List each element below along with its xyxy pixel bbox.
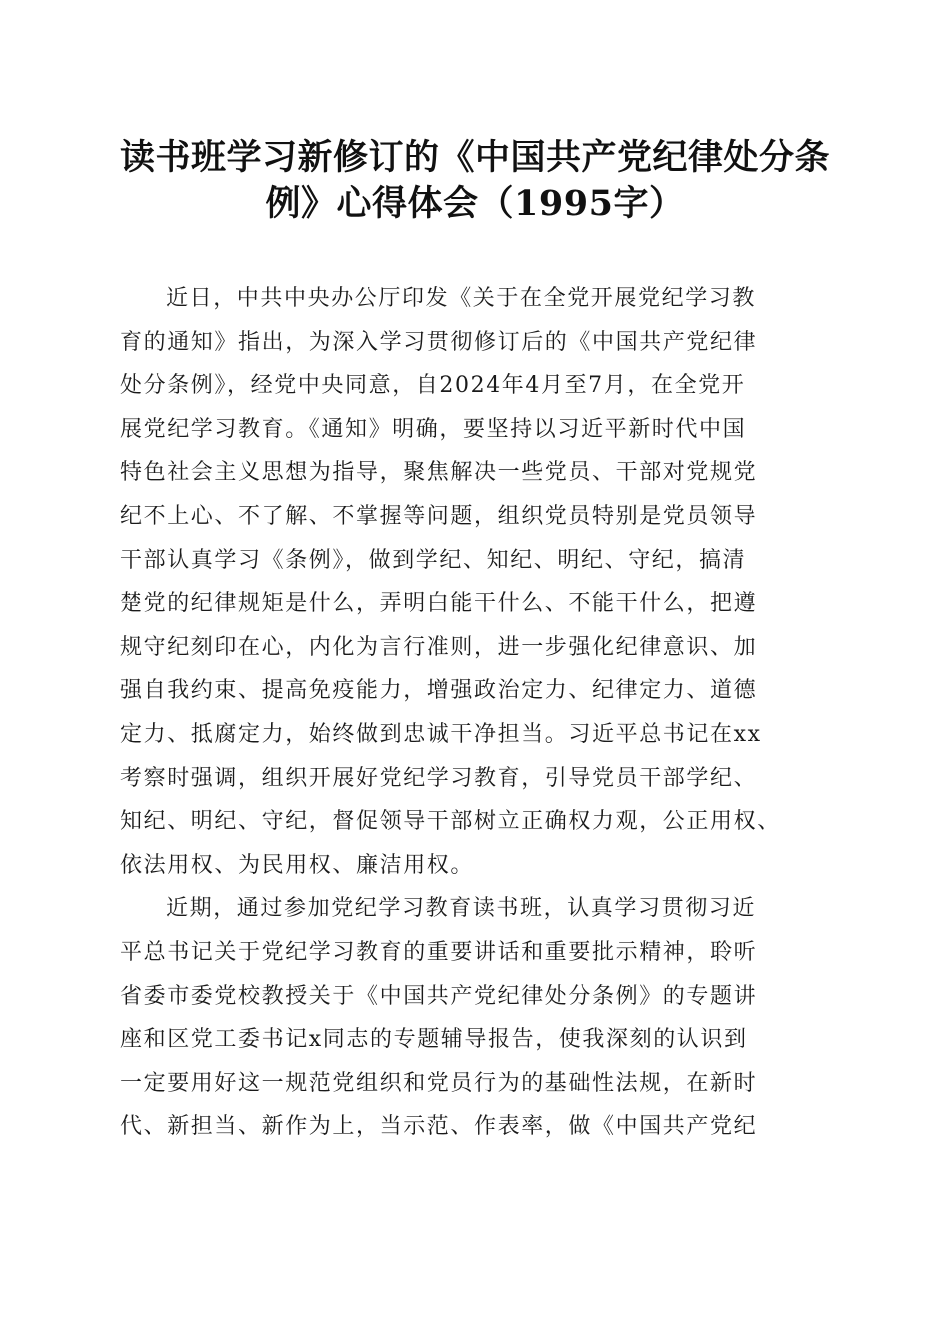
paragraph-line: 楚党的纪律规矩是什么，弄明白能干什么、不能干什么，把遵 <box>120 591 758 617</box>
title-line-1: 读书班学习新修订的《中国共产党纪律处分条 <box>119 137 830 178</box>
paragraph-line: 座和区党工委书记x同志的专题辅导报告，使我深刻的认识到 <box>120 1027 748 1053</box>
document-body <box>120 277 840 1149</box>
paragraph-line: 平总书记关于党纪学习教育的重要讲话和重要批示精神，聆听 <box>120 939 758 965</box>
paragraph-line: 近期，通过参加党纪学习教育读书班，认真学习贯彻习近 <box>166 896 757 922</box>
paragraph-line: 展党纪学习教育。《通知》明确，要坚持以习近平新时代中国 <box>120 416 747 442</box>
paragraph-line: 代、新担当、新作为上，当示范、作表率，做《中国共产党纪 <box>120 1114 758 1140</box>
paragraph-line: 定力、抵腐定力，始终做到忠诚干净担当。习近平总书记在xx <box>120 721 762 747</box>
paragraph-line: 纪不上心、不了解、不掌握等问题，组织党员特别是党员领导 <box>120 503 758 529</box>
paragraph-line: 特色社会主义思想为指导，聚焦解决一些党员、干部对党规党 <box>120 460 758 486</box>
paragraph-line: 规守纪刻印在心，内化为言行准则，进一步强化纪律意识、加 <box>120 634 758 660</box>
paragraph-line: 育的通知》指出，为深入学习贯彻修订后的《中国共产党纪律 <box>120 329 758 355</box>
paragraph-2 <box>120 887 840 1149</box>
paragraph-line: 强自我约束、提高免疫能力，增强政治定力、纪律定力、道德 <box>120 678 758 704</box>
paragraph-line: 考察时强调，组织开展好党纪学习教育，引导党员干部学纪、 <box>120 765 758 791</box>
paragraph-line: 干部认真学习《条例》，做到学纪、知纪、明纪、守纪，搞清 <box>120 547 747 573</box>
paragraph-line: 知纪、明纪、守纪，督促领导干部树立正确权力观，公正用权、 <box>120 809 781 835</box>
paragraph-1 <box>120 277 840 887</box>
paragraph-line: 近日，中共中央办公厅印发《关于在全党开展党纪学习教 <box>166 286 757 311</box>
paragraph-line: 一定要用好这一规范党组织和党员行为的基础性法规，在新时 <box>120 1070 758 1096</box>
paragraph-line: 省委市委党校教授关于《中国共产党纪律处分条例》的专题讲 <box>120 983 758 1009</box>
document-title <box>100 135 850 227</box>
paragraph-line: 处分条例》，经党中央同意，自2024年4月至7月，在全党开 <box>120 373 746 399</box>
title-line-2: 例》心得体会（1995字） <box>265 183 685 224</box>
paragraph-line: 依法用权、为民用权、廉洁用权。 <box>120 852 475 878</box>
